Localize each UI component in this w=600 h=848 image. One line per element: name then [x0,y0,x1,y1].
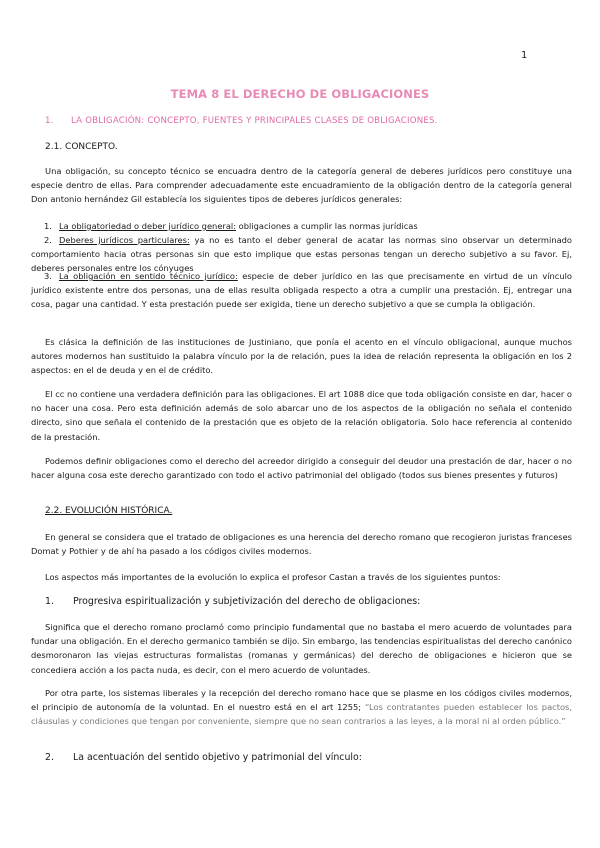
concepto-heading: 2.1. CONCEPTO. [45,142,118,152]
paragraph-espiritualizacion: Significa que el derecho romano proclamó como principio fundamental que no bastaba el mero acuerdo de voluntades para fundar una obligación. En el derecho germanico también se dijo. Sin embargo, las tendencias espiritualistas del derecho canónico desmoronaron las viejas estructuras formalistas (romanas y germánicas) del derecho de obligaciones e hicieron que se concediera acción a los pacta nuda, es decir, con el mero acuerdo de voluntades. [31,622,572,675]
list-item-number: 2. [44,235,52,245]
page-number: 1 [521,50,528,61]
article-quote: “Los contratantes pueden establecer los pactos, cláusulas y condiciones que tengan por conveniente, siempre que no sean contrarios a las leyes, a la moral ni al orden público.” [31,702,572,727]
point-2-number: 2. [45,752,54,763]
list-item [31,269,572,312]
evolucion-heading: 2.2. EVOLUCIÓN HISTÓRICA. [45,506,173,516]
list-item-text: especie de deber jurídico en las que precisamente en virtud de un vínculo jurídico existente entre dos personas, una de ellas resulta obligada respecto a otra a cumplir una prestación. Ej, entregar una cosa, pagar una cantidad. Y esta prestación puede ser exigida, tiene un derecho subjetivo a que se cumpla la obligación. [31,271,573,310]
paragraph-cc: El cc no contiene una verdadera definición para las obligaciones. El art 1088 dice que toda obligación consiste en dar, hacer o no hacer una cosa. Pero esta definición además de solo abarcar uno de los aspectos de la obligación no señala el contenido directo, sino que señala el contenido de la prestación que es objeto de la relación obligatoria. Solo hace referencia al contenido de la prestación. [31,389,572,442]
point-1-heading [45,596,420,607]
list-item [31,219,572,233]
list-item-text: ya no es tanto el deber general de acatar las normas sino observar un determinado comportamiento hacia otras personas sin que esto implique que estas personas tengan un derecho subjetivo a su favor. Ej, deberes personales entre los cónyuges [31,235,573,274]
list-item-label: La obligatoriedad o deber jurídico general: [59,221,237,231]
list-item-number: 1. [44,221,52,231]
section-1-label: LA OBLIGACIÓN: CONCEPTO, FUENTES Y PRINCIPALES CLASES DE OBLIGACIONES. [71,116,438,126]
list-item-label: La obligación en sentido técnico jurídico: [59,271,238,281]
paragraph-autonomia-text: Por otra parte, los sistemas liberales y la recepción del derecho romano hace que se plasme en los códigos civiles modernos, el principio de autonomía de la voluntad. En el nuestro está en el art 1255; [31,688,572,713]
list-item-text: obligaciones a cumplir las normas jurídicas [236,221,418,231]
paragraph-definition: Una obligación, su concepto técnico se encuadra dentro de la categoría general de deberes jurídicos pero constituye una especie dentro de ellas. Para comprender adecuadamente este encuadramiento de la obligación dentro de la categoría general Don antonio hernández Gil establecía los siguientes tipos de deberes jurídicos generales: [31,166,572,205]
page-title: TEMA 8 EL DERECHO DE OBLIGACIONES [170,87,430,101]
paragraph-justiniano: Es clásica la definición de las instituciones de Justiniano, que ponía el acento en el vínculo obligacional, aunque muchos autores modernos han sustituido la palabra vínculo por la de relación, pues la idea de relación representa la obligación en los 2 aspectos: en el de deuda y en el de crédito. [31,337,572,376]
paragraph-herencia: En general se considera que el tratado de obligaciones es una herencia del derecho romano que recogieron juristas franceses Domat y Pothier y de ahí ha pasado a los códigos civiles modernos. [31,532,572,557]
paragraph-castan: Los aspectos más importantes de la evolución lo explica el profesor Castan a través de los siguientes puntos: [45,572,501,582]
point-1-label: Progresiva espiritualización y subjetivización del derecho de obligaciones: [73,596,421,607]
point-1-number: 1. [45,596,54,607]
paragraph-autonomia [31,686,572,729]
point-2-label: La acentuación del sentido objetivo y patrimonial del vínculo: [73,752,362,763]
point-2-heading [45,752,362,763]
paragraph-definir: Podemos definir obligaciones como el derecho del acreedor dirigido a conseguir del deudor una prestación de dar, hacer o no hacer alguna cosa este derecho garantizado con todo el activo patrimonial del obligado (todos sus bienes presentes y futuros) [31,456,572,481]
section-1-number: 1. [45,116,54,126]
section-1-heading [45,116,438,126]
list-item-label: Deberes jurídicos particulares: [59,235,190,245]
list-item-number: 3. [44,271,52,281]
